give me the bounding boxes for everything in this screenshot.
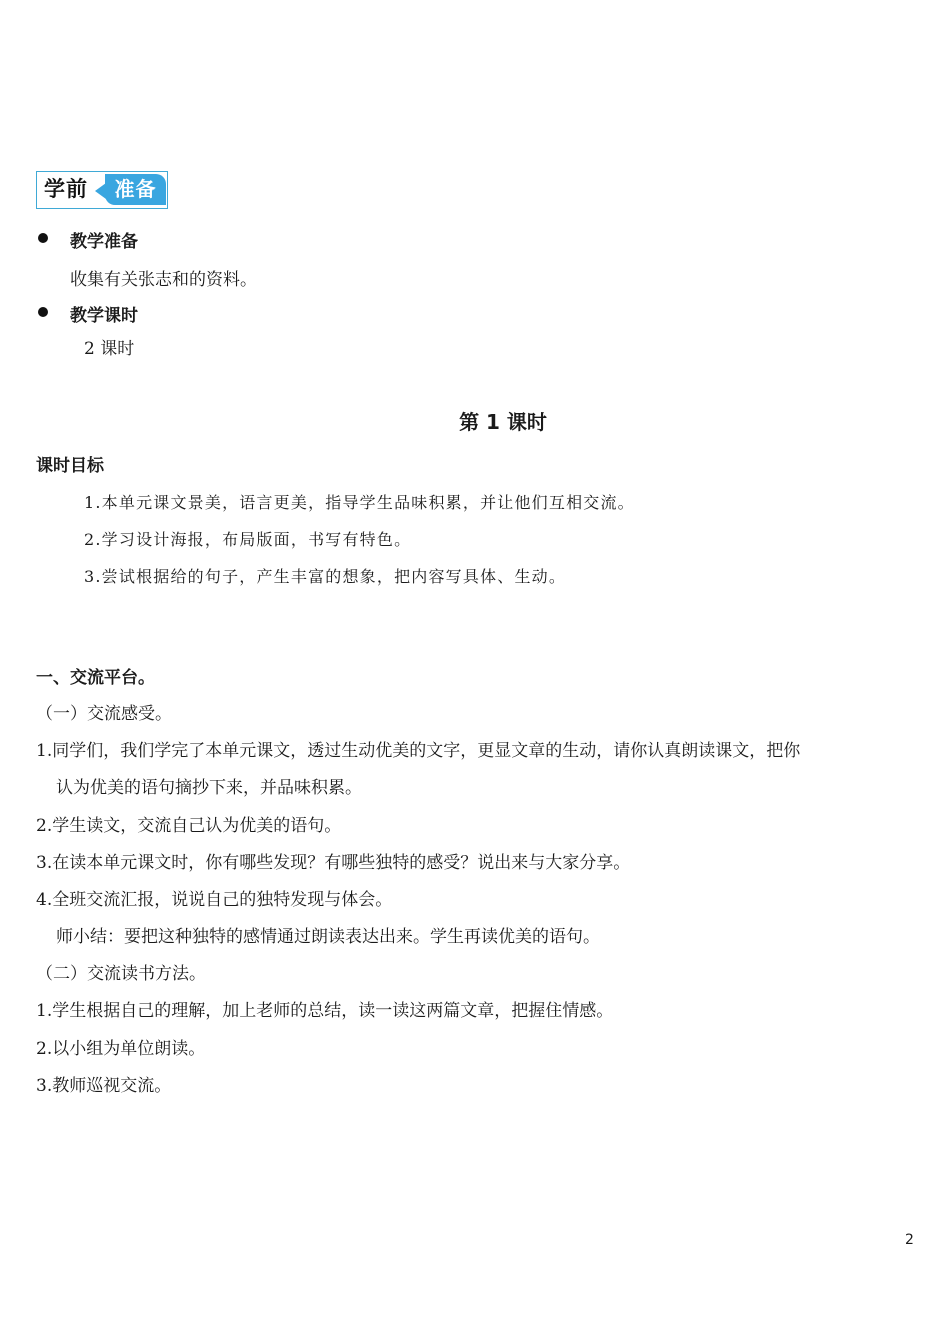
paragraph: 认为优美的语句摘抄下来，并品味积累。 [56, 778, 362, 798]
paragraph: 2.以小组为单位朗读。 [36, 1039, 206, 1059]
goal-item: 3.尝试根据给的句子，产生丰富的想象，把内容写具体、生动。 [84, 567, 567, 586]
prep-text: 收集有关张志和的资料。 [70, 270, 257, 290]
paragraph: 1.同学们，我们学完了本单元课文，透过生动优美的文字，更显文章的生动，请你认真朗读课文，把你 [36, 741, 801, 761]
hours-text: 2 课时 [84, 339, 135, 359]
paragraph: 3.教师巡视交流。 [36, 1076, 172, 1096]
goal-item: 1.本单元课文景美，语言更美，指导学生品味积累，并让他们互相交流。 [84, 493, 635, 512]
hours-heading: 教学课时 [70, 306, 138, 326]
prep-heading: 教学准备 [70, 232, 138, 252]
paragraph: 师小结：要把这种独特的感情通过朗读表达出来。学生再读优美的语句。 [56, 927, 600, 947]
section-badge [36, 171, 168, 209]
bullet-icon [38, 307, 48, 317]
goals-heading: 课时目标 [36, 456, 104, 476]
paragraph: 2.学生读文，交流自己认为优美的语句。 [36, 816, 342, 836]
badge-left-text: 学前 [44, 177, 88, 201]
paragraph: 1.学生根据自己的理解，加上老师的总结，读一读这两篇文章，把握住情感。 [36, 1001, 614, 1021]
goal-item: 2.学习设计海报，布局版面，书写有特色。 [84, 530, 412, 549]
page-number: 2 [905, 1232, 914, 1248]
paragraph: 3.在读本单元课文时，你有哪些发现？有哪些独特的感受？说出来与大家分享。 [36, 853, 631, 873]
badge-right-text: 准备 [105, 174, 166, 205]
subheading: （一）交流感受。 [36, 704, 172, 724]
subheading: （二）交流读书方法。 [36, 964, 206, 984]
section-heading: 一、交流平台。 [36, 668, 155, 688]
bullet-icon [38, 233, 48, 243]
paragraph: 4.全班交流汇报，说说自己的独特发现与体会。 [36, 890, 393, 910]
lesson-title: 第 1 课时 [459, 410, 547, 434]
